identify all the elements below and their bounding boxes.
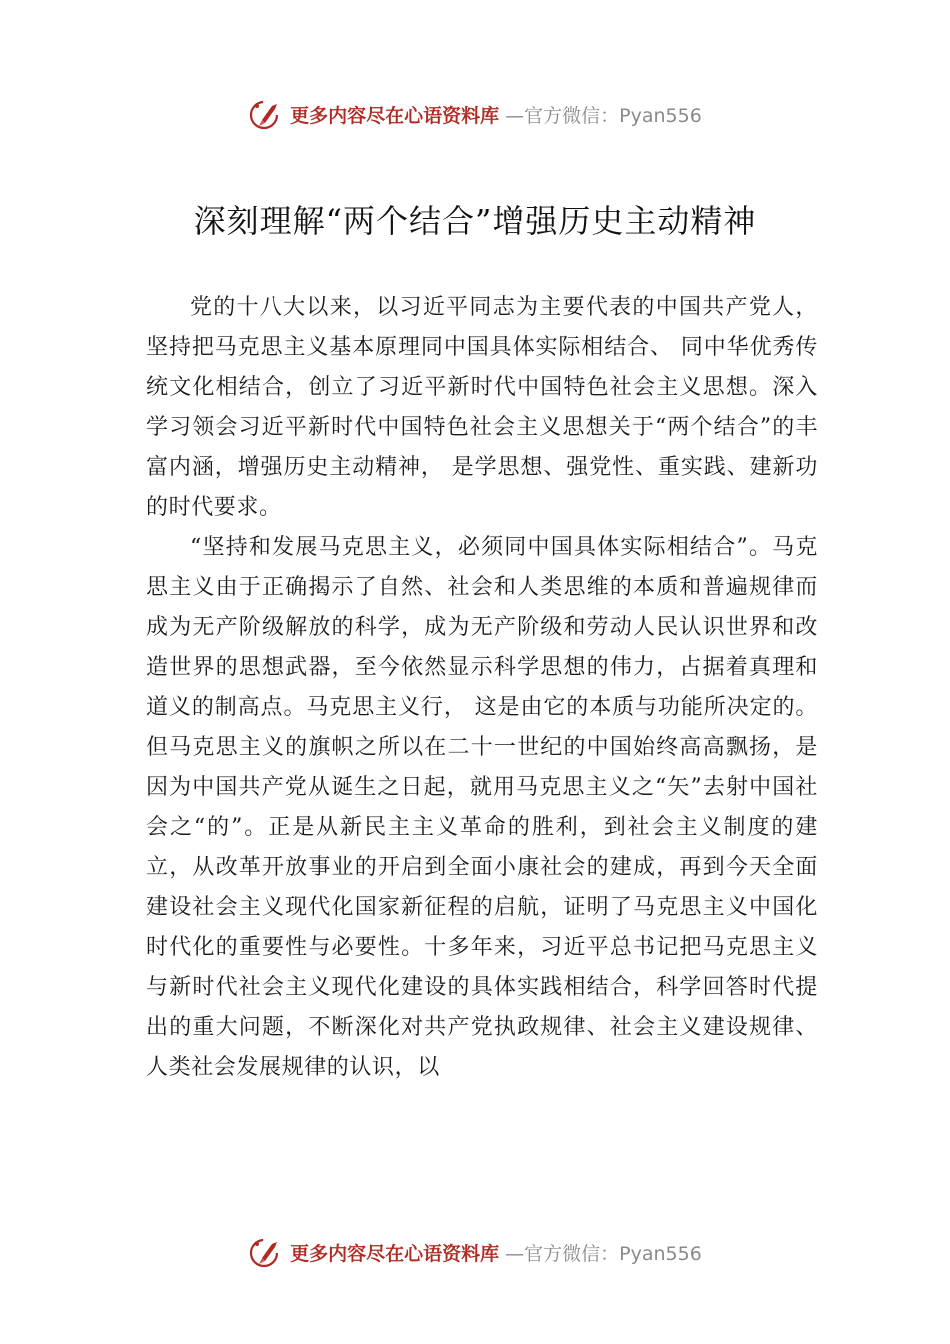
pen-nib-logo-icon	[248, 96, 284, 132]
paragraph-2: “坚持和发展马克思主义，必须同中国具体实际相结合”。马克思主义由于正确揭示了自然、社会和人类思维的本质和普遍规律而成为无产阶级解放的科学，成为无产阶级和劳动人民认识世界和改造世界的思想武器，至今依然显示科学思想的伟力，占据着真理和道义的制高点。马克思主义行， 这是由它的本质与功能所决定的。但马克思主义的旗帜之所以在二十一世纪的中国始终高高飘扬，是因为中国共产党从诞生之日起，就用马克思主义之“矢”去射中国社会之“的”。正是从新民主主义革命的胜利，到社会主义制度的建立，从改革开放事业的开启到全面小康社会的建成，再到今天全面建设社会主义现代化国家新征程的启航，证明了马克思主义中国化时代化的重要性与必要性。十多年来，习近平总书记把马克思主义与新时代社会主义现代化建设的具体实践相结合，科学回答时代提出的重大问题，不断深化对共产党执政规律、社会主义建设规律、人类社会发展规律的认识，以	[146, 535, 818, 1080]
pen-nib-logo-icon	[248, 1234, 284, 1270]
footer-banner	[0, 1232, 950, 1272]
banner-wechat-id: —官方微信：Pyan556	[505, 1242, 702, 1265]
banner-wechat-id: —官方微信：Pyan556	[505, 104, 702, 127]
banner-site-name: 更多内容尽在心语资料库	[290, 1242, 500, 1265]
document-body	[146, 288, 818, 1088]
document-title: 深刻理解“两个结合”增强历史主动精神	[193, 202, 757, 240]
paragraph-1: 党的十八大以来，以习近平同志为主要代表的中国共产党人，坚持把马克思主义基本原理同中国具体实际相结合、 同中华优秀传统文化相结合，创立了习近平新时代中国特色社会主义思想。深入学习领会习近平新时代中国特色社会主义思想关于“两个结合”的丰富内涵，增强历史主动精神， 是学思想、强党性、重实践、建新功的时代要求。	[146, 295, 818, 520]
header-banner	[0, 94, 950, 134]
banner-site-name: 更多内容尽在心语资料库	[290, 104, 500, 127]
